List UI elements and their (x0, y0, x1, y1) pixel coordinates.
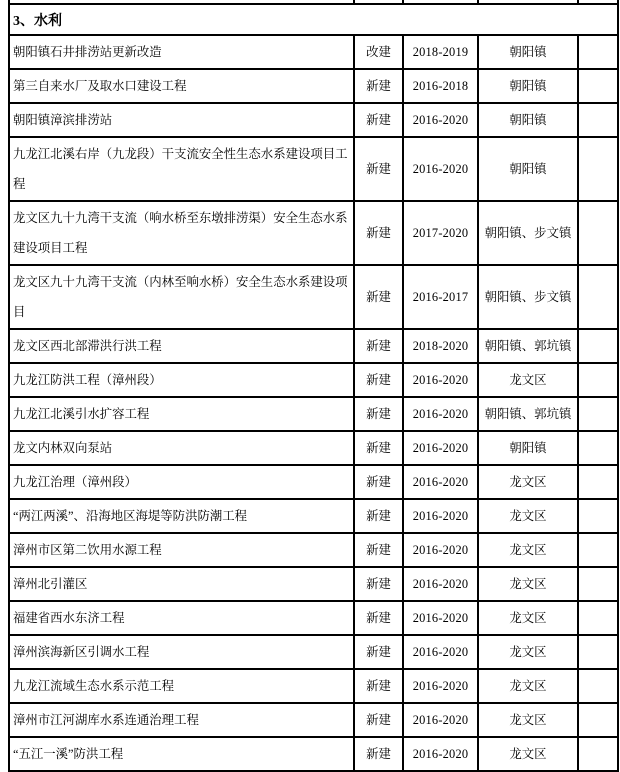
remark-cell-empty (578, 35, 618, 69)
table-row (9, 601, 618, 635)
table-row (9, 669, 618, 703)
remark-cell-empty (578, 567, 618, 601)
build-type-cell: 新建 (354, 329, 403, 363)
build-years-cell: 2016-2020 (403, 465, 478, 499)
build-years-cell: 2016-2020 (403, 703, 478, 737)
build-years-cell: 2016-2020 (403, 397, 478, 431)
table-row (9, 363, 618, 397)
remark-cell-empty (578, 533, 618, 567)
project-name-cell: 九龙江流域生态水系示范工程 (9, 669, 354, 703)
section-title: 3、水利 (9, 4, 618, 35)
project-name-cell: 九龙江防洪工程（漳州段） (9, 363, 354, 397)
build-type-cell: 改建 (354, 35, 403, 69)
location-cell: 龙文区 (478, 465, 578, 499)
table-row (9, 431, 618, 465)
remark-cell-empty (578, 69, 618, 103)
remark-cell-empty (578, 669, 618, 703)
project-name-cell: 福建省西水东济工程 (9, 601, 354, 635)
project-name-cell: 龙文区西北部滞洪行洪工程 (9, 329, 354, 363)
build-type-cell: 新建 (354, 103, 403, 137)
project-name-cell: 第三自来水厂及取水口建设工程 (9, 69, 354, 103)
build-years-cell: 2016-2020 (403, 363, 478, 397)
remark-cell-empty (578, 635, 618, 669)
table-row (9, 329, 618, 363)
build-type-cell: 新建 (354, 703, 403, 737)
table-row (9, 567, 618, 601)
location-cell: 朝阳镇 (478, 69, 578, 103)
location-cell: 朝阳镇 (478, 35, 578, 69)
build-years-cell: 2016-2020 (403, 533, 478, 567)
build-type-cell: 新建 (354, 201, 403, 265)
table-row (9, 533, 618, 567)
remark-cell-empty (578, 601, 618, 635)
table-row (9, 703, 618, 737)
build-years-cell: 2016-2020 (403, 499, 478, 533)
build-years-cell: 2017-2020 (403, 201, 478, 265)
remark-cell-empty (578, 431, 618, 465)
location-cell: 龙文区 (478, 703, 578, 737)
project-name-cell: 龙文区九十九湾干支流（响水桥至东墩排涝渠）安全生态水系建设项目工程 (9, 201, 354, 265)
table-row (9, 635, 618, 669)
remark-cell-empty (578, 329, 618, 363)
build-years-cell: 2016-2020 (403, 635, 478, 669)
location-cell: 朝阳镇、步文镇 (478, 201, 578, 265)
build-years-cell: 2018-2020 (403, 329, 478, 363)
remark-cell-empty (578, 265, 618, 329)
location-cell: 龙文区 (478, 635, 578, 669)
build-type-cell: 新建 (354, 465, 403, 499)
remark-cell-empty (578, 103, 618, 137)
remark-cell-empty (578, 397, 618, 431)
project-name-cell: 漳州滨海新区引调水工程 (9, 635, 354, 669)
location-cell: 龙文区 (478, 737, 578, 771)
location-cell: 朝阳镇 (478, 431, 578, 465)
build-type-cell: 新建 (354, 69, 403, 103)
remark-cell-empty (578, 465, 618, 499)
remark-cell-empty (578, 137, 618, 201)
build-type-cell: 新建 (354, 397, 403, 431)
project-name-cell: 漳州市江河湖库水系连通治理工程 (9, 703, 354, 737)
remark-cell-empty (578, 499, 618, 533)
table-row (9, 265, 618, 329)
project-name-cell: “两江两溪”、沿海地区海堤等防洪防潮工程 (9, 499, 354, 533)
location-cell: 龙文区 (478, 669, 578, 703)
project-name-cell: 龙文区九十九湾干支流（内林至响水桥）安全生态水系建设项目 (9, 265, 354, 329)
build-years-cell: 2016-2018 (403, 69, 478, 103)
remark-cell-empty (578, 363, 618, 397)
project-name-cell: 朝阳镇石井排涝站更新改造 (9, 35, 354, 69)
build-type-cell: 新建 (354, 137, 403, 201)
build-years-cell: 2016-2020 (403, 567, 478, 601)
project-name-cell: 九龙江北溪引水扩容工程 (9, 397, 354, 431)
table-row (9, 465, 618, 499)
build-type-cell: 新建 (354, 431, 403, 465)
table-row (9, 499, 618, 533)
location-cell: 龙文区 (478, 567, 578, 601)
project-table-body (9, 0, 618, 771)
remark-cell-empty (578, 703, 618, 737)
project-name-cell: 朝阳镇漳滨排涝站 (9, 103, 354, 137)
project-name-cell: 九龙江北溪右岸（九龙段）干支流安全性生态水系建设项目工程 (9, 137, 354, 201)
build-years-cell: 2016-2020 (403, 431, 478, 465)
section-header-row (9, 4, 618, 35)
build-type-cell: 新建 (354, 533, 403, 567)
location-cell: 龙文区 (478, 533, 578, 567)
build-type-cell: 新建 (354, 669, 403, 703)
table-row (9, 35, 618, 69)
location-cell: 龙文区 (478, 601, 578, 635)
project-name-cell: 漳州北引灌区 (9, 567, 354, 601)
location-cell: 朝阳镇、郭坑镇 (478, 329, 578, 363)
location-cell: 朝阳镇、步文镇 (478, 265, 578, 329)
build-type-cell: 新建 (354, 363, 403, 397)
location-cell: 朝阳镇、郭坑镇 (478, 397, 578, 431)
build-type-cell: 新建 (354, 601, 403, 635)
build-years-cell: 2016-2020 (403, 737, 478, 771)
location-cell: 龙文区 (478, 363, 578, 397)
table-row (9, 201, 618, 265)
table-row (9, 397, 618, 431)
build-type-cell: 新建 (354, 265, 403, 329)
build-years-cell: 2018-2019 (403, 35, 478, 69)
project-name-cell: 龙文内林双向泵站 (9, 431, 354, 465)
build-years-cell: 2016-2020 (403, 103, 478, 137)
project-name-cell: “五江一溪”防洪工程 (9, 737, 354, 771)
location-cell: 朝阳镇 (478, 103, 578, 137)
build-type-cell: 新建 (354, 737, 403, 771)
table-row (9, 137, 618, 201)
table-row (9, 737, 618, 771)
location-cell: 朝阳镇 (478, 137, 578, 201)
build-years-cell: 2016-2020 (403, 601, 478, 635)
project-name-cell: 九龙江治理（漳州段） (9, 465, 354, 499)
build-years-cell: 2016-2017 (403, 265, 478, 329)
location-cell: 龙文区 (478, 499, 578, 533)
project-name-cell: 漳州市区第二饮用水源工程 (9, 533, 354, 567)
build-years-cell: 2016-2020 (403, 137, 478, 201)
build-type-cell: 新建 (354, 567, 403, 601)
remark-cell-empty (578, 201, 618, 265)
remark-cell-empty (578, 737, 618, 771)
build-years-cell: 2016-2020 (403, 669, 478, 703)
table-row (9, 103, 618, 137)
build-type-cell: 新建 (354, 635, 403, 669)
table-row (9, 69, 618, 103)
build-type-cell: 新建 (354, 499, 403, 533)
water-projects-table (8, 0, 619, 772)
